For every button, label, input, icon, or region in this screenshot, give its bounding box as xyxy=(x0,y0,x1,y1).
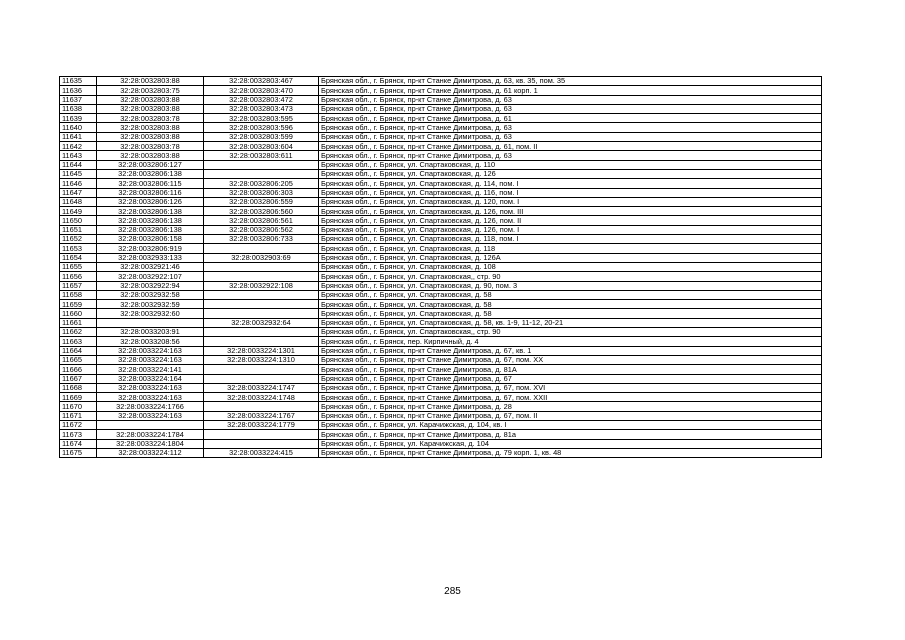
cadastral-number-cell: 32:28:0033203:91 xyxy=(97,328,204,337)
address-cell: Брянская обл., г. Брянск, пр-кт Станке Димитрова, д. 67, пом. XX xyxy=(319,355,822,364)
object-number-cell: 32:28:0032932:64 xyxy=(204,318,319,327)
address-cell: Брянская обл., г. Брянск, ул. Спартаковская, д. 114, пом. I xyxy=(319,179,822,188)
object-number-cell: 32:28:0033224:1301 xyxy=(204,346,319,355)
address-cell: Брянская обл., г. Брянск, пр-кт Станке Димитрова, д. 63 xyxy=(319,132,822,141)
object-number-cell: 32:28:0033224:1779 xyxy=(204,420,319,429)
address-cell: Брянская обл., г. Брянск, ул. Карачижская, д. 104 xyxy=(319,439,822,448)
table-row xyxy=(60,262,822,271)
record-number-cell: 11652 xyxy=(60,235,97,244)
address-cell: Брянская обл., г. Брянск, пр-кт Станке Димитрова, д. 67, пом. XXII xyxy=(319,393,822,402)
object-number-cell: 32:28:0032803:599 xyxy=(204,132,319,141)
record-number-cell: 11669 xyxy=(60,393,97,402)
record-number-cell: 11664 xyxy=(60,346,97,355)
table-row xyxy=(60,244,822,253)
record-number-cell: 11654 xyxy=(60,253,97,262)
cadastral-number-cell: 32:28:0033224:1784 xyxy=(97,430,204,439)
object-number-cell xyxy=(204,439,319,448)
object-number-cell xyxy=(204,160,319,169)
address-cell: Брянская обл., г. Брянск, пр-кт Станке Димитрова, д. 63, кв. 35, пом. 35 xyxy=(319,77,822,86)
cadastral-number-cell: 32:28:0033224:1766 xyxy=(97,402,204,411)
object-number-cell: 32:28:0033224:1767 xyxy=(204,411,319,420)
cadastral-number-cell: 32:28:0032806:138 xyxy=(97,169,204,178)
record-number-cell: 11666 xyxy=(60,365,97,374)
object-number-cell: 32:28:0032803:473 xyxy=(204,104,319,113)
record-number-cell: 11638 xyxy=(60,104,97,113)
record-number-cell: 11658 xyxy=(60,290,97,299)
page-number: 285 xyxy=(444,586,461,597)
address-cell: Брянская обл., г. Брянск, ул. Спартаковская, д. 58 xyxy=(319,309,822,318)
record-number-cell: 11656 xyxy=(60,272,97,281)
record-number-cell: 11660 xyxy=(60,309,97,318)
address-cell: Брянская обл., г. Брянск, пр-кт Станке Димитрова, д. 79 корп. 1, кв. 48 xyxy=(319,448,822,457)
object-number-cell: 32:28:0032806:561 xyxy=(204,216,319,225)
cadastral-number-cell: 32:28:0032803:88 xyxy=(97,77,204,86)
object-number-cell: 32:28:0032803:595 xyxy=(204,114,319,123)
table-row xyxy=(60,365,822,374)
cadastral-number-cell: 32:28:0033224:163 xyxy=(97,383,204,392)
table-row xyxy=(60,420,822,429)
table-row xyxy=(60,132,822,141)
object-number-cell xyxy=(204,309,319,318)
record-number-cell: 11667 xyxy=(60,374,97,383)
address-cell: Брянская обл., г. Брянск, пр-кт Станке Димитрова, д. 81а xyxy=(319,430,822,439)
cadastral-number-cell: 32:28:0033224:163 xyxy=(97,346,204,355)
cadastral-number-cell: 32:28:0032806:127 xyxy=(97,160,204,169)
table-row xyxy=(60,207,822,216)
cadastral-number-cell: 32:28:0032806:138 xyxy=(97,216,204,225)
cadastral-number-cell: 32:28:0033224:112 xyxy=(97,448,204,457)
address-cell: Брянская обл., г. Брянск, пр-кт Станке Димитрова, д. 63 xyxy=(319,104,822,113)
record-number-cell: 11651 xyxy=(60,225,97,234)
address-cell: Брянская обл., г. Брянск, ул. Спартаковская, д. 126А xyxy=(319,253,822,262)
object-number-cell: 32:28:0032803:596 xyxy=(204,123,319,132)
address-cell: Брянская обл., г. Брянск, пр-кт Станке Димитрова, д. 61, пом. II xyxy=(319,142,822,151)
record-number-cell: 11640 xyxy=(60,123,97,132)
cadastral-number-cell: 32:28:0032932:60 xyxy=(97,309,204,318)
address-cell: Брянская обл., г. Брянск, ул. Спартаковская, д. 110 xyxy=(319,160,822,169)
table-row xyxy=(60,402,822,411)
object-number-cell xyxy=(204,365,319,374)
object-number-cell xyxy=(204,374,319,383)
record-number-cell: 11662 xyxy=(60,328,97,337)
record-number-cell: 11672 xyxy=(60,420,97,429)
address-cell: Брянская обл., г. Брянск, пр-кт Станке Димитрова, д. 28 xyxy=(319,402,822,411)
table-row xyxy=(60,383,822,392)
address-cell: Брянская обл., г. Брянск, пр-кт Станке Димитрова, д. 63 xyxy=(319,151,822,160)
table-row xyxy=(60,328,822,337)
object-number-cell xyxy=(204,290,319,299)
object-number-cell: 32:28:0032922:108 xyxy=(204,281,319,290)
table-row xyxy=(60,160,822,169)
record-number-cell: 11674 xyxy=(60,439,97,448)
object-number-cell: 32:28:0032806:303 xyxy=(204,188,319,197)
table-row xyxy=(60,393,822,402)
object-number-cell: 32:28:0032806:560 xyxy=(204,207,319,216)
record-number-cell: 11636 xyxy=(60,86,97,95)
address-cell: Брянская обл., г. Брянск, пр-кт Станке Димитрова, д. 63 xyxy=(319,95,822,104)
cadastral-number-cell: 32:28:0032806:158 xyxy=(97,235,204,244)
record-number-cell: 11673 xyxy=(60,430,97,439)
cadastral-number-cell: 32:28:0032933:133 xyxy=(97,253,204,262)
record-number-cell: 11659 xyxy=(60,300,97,309)
address-cell: Брянская обл., г. Брянск, ул. Спартаковская,, стр. 90 xyxy=(319,272,822,281)
address-cell: Брянская обл., г. Брянск, пр-кт Станке Димитрова, д. 61 xyxy=(319,114,822,123)
table-row xyxy=(60,355,822,364)
object-number-cell: 32:28:0032806:562 xyxy=(204,225,319,234)
object-number-cell: 32:28:0032803:467 xyxy=(204,77,319,86)
cadastral-number-cell: 32:28:0032803:88 xyxy=(97,104,204,113)
table-row xyxy=(60,448,822,457)
cadastral-number-cell: 32:28:0033224:163 xyxy=(97,355,204,364)
cadastral-number-cell: 32:28:0032803:88 xyxy=(97,151,204,160)
object-number-cell: 32:28:0032806:733 xyxy=(204,235,319,244)
records-table xyxy=(59,76,822,458)
table-row xyxy=(60,281,822,290)
object-number-cell: 32:28:0033224:1310 xyxy=(204,355,319,364)
address-cell: Брянская обл., г. Брянск, ул. Спартаковская, д. 126, пом. II xyxy=(319,216,822,225)
record-number-cell: 11643 xyxy=(60,151,97,160)
table-row xyxy=(60,272,822,281)
cadastral-number-cell: 32:28:0032922:107 xyxy=(97,272,204,281)
cadastral-number-cell: 32:28:0033208:56 xyxy=(97,337,204,346)
cadastral-number-cell: 32:28:0032932:58 xyxy=(97,290,204,299)
address-cell: Брянская обл., г. Брянск, ул. Спартаковская, д. 126, пом. I xyxy=(319,225,822,234)
table-row xyxy=(60,197,822,206)
cadastral-number-cell: 32:28:0032803:88 xyxy=(97,123,204,132)
object-number-cell xyxy=(204,402,319,411)
address-cell: Брянская обл., г. Брянск, пр-кт Станке Димитрова, д. 67, пом. XVI xyxy=(319,383,822,392)
cadastral-number-cell: 32:28:0032803:78 xyxy=(97,114,204,123)
object-number-cell xyxy=(204,300,319,309)
table-row xyxy=(60,337,822,346)
record-number-cell: 11657 xyxy=(60,281,97,290)
table-row xyxy=(60,151,822,160)
table-row xyxy=(60,225,822,234)
table-row xyxy=(60,235,822,244)
address-cell: Брянская обл., г. Брянск, ул. Спартаковская, д. 120, пом. I xyxy=(319,197,822,206)
address-cell: Брянская обл., г. Брянск, ул. Спартаковская, д. 126 xyxy=(319,169,822,178)
address-cell: Брянская обл., г. Брянск, пр-кт Станке Димитрова, д. 67 xyxy=(319,374,822,383)
cadastral-number-cell: 32:28:0032806:115 xyxy=(97,179,204,188)
address-cell: Брянская обл., г. Брянск, ул. Спартаковская, д. 58, кв. 1-9, 11-12, 20-21 xyxy=(319,318,822,327)
address-cell: Брянская обл., г. Брянск, пр-кт Станке Димитрова, д. 81А xyxy=(319,365,822,374)
object-number-cell xyxy=(204,244,319,253)
cadastral-number-cell: 32:28:0033224:163 xyxy=(97,411,204,420)
cadastral-number-cell xyxy=(97,420,204,429)
object-number-cell: 32:28:0033224:415 xyxy=(204,448,319,457)
object-number-cell xyxy=(204,272,319,281)
table-row xyxy=(60,216,822,225)
record-number-cell: 11644 xyxy=(60,160,97,169)
table-row xyxy=(60,346,822,355)
object-number-cell: 32:28:0032806:559 xyxy=(204,197,319,206)
table-row xyxy=(60,114,822,123)
table-row xyxy=(60,374,822,383)
address-cell: Брянская обл., г. Брянск, ул. Карачижская, д. 104, кв. I xyxy=(319,420,822,429)
record-number-cell: 11645 xyxy=(60,169,97,178)
cadastral-number-cell: 32:28:0032803:88 xyxy=(97,95,204,104)
cadastral-number-cell: 32:28:0032806:116 xyxy=(97,188,204,197)
address-cell: Брянская обл., г. Брянск, ул. Спартаковская,, стр. 90 xyxy=(319,328,822,337)
record-number-cell: 11648 xyxy=(60,197,97,206)
address-cell: Брянская обл., г. Брянск, пр-кт Станке Димитрова, д. 67, пом. II xyxy=(319,411,822,420)
object-number-cell: 32:28:0032803:611 xyxy=(204,151,319,160)
table-row xyxy=(60,179,822,188)
table-row xyxy=(60,439,822,448)
record-number-cell: 11671 xyxy=(60,411,97,420)
object-number-cell: 32:28:0032903:69 xyxy=(204,253,319,262)
object-number-cell xyxy=(204,337,319,346)
object-number-cell xyxy=(204,169,319,178)
object-number-cell xyxy=(204,430,319,439)
record-number-cell: 11649 xyxy=(60,207,97,216)
object-number-cell: 32:28:0033224:1747 xyxy=(204,383,319,392)
cadastral-number-cell: 32:28:0032806:919 xyxy=(97,244,204,253)
record-number-cell: 11653 xyxy=(60,244,97,253)
record-number-cell: 11639 xyxy=(60,114,97,123)
record-number-cell: 11655 xyxy=(60,262,97,271)
object-number-cell xyxy=(204,262,319,271)
table-row xyxy=(60,142,822,151)
table-row xyxy=(60,290,822,299)
object-number-cell: 32:28:0033224:1748 xyxy=(204,393,319,402)
object-number-cell: 32:28:0032803:472 xyxy=(204,95,319,104)
address-cell: Брянская обл., г. Брянск, ул. Спартаковская, д. 116, пом. I xyxy=(319,188,822,197)
object-number-cell xyxy=(204,328,319,337)
table-row xyxy=(60,309,822,318)
cadastral-number-cell: 32:28:0032921:46 xyxy=(97,262,204,271)
cadastral-number-cell: 32:28:0032932:59 xyxy=(97,300,204,309)
cadastral-number-cell: 32:28:0033224:164 xyxy=(97,374,204,383)
table-row xyxy=(60,300,822,309)
address-cell: Брянская обл., г. Брянск, пр-кт Станке Димитрова, д. 63 xyxy=(319,123,822,132)
address-cell: Брянская обл., г. Брянск, пр-кт Станке Димитрова, д. 61 корп. 1 xyxy=(319,86,822,95)
record-number-cell: 11646 xyxy=(60,179,97,188)
record-number-cell: 11665 xyxy=(60,355,97,364)
object-number-cell: 32:28:0032806:205 xyxy=(204,179,319,188)
table-row xyxy=(60,169,822,178)
object-number-cell: 32:28:0032803:604 xyxy=(204,142,319,151)
record-number-cell: 11668 xyxy=(60,383,97,392)
cadastral-number-cell: 32:28:0033224:141 xyxy=(97,365,204,374)
record-number-cell: 11647 xyxy=(60,188,97,197)
record-number-cell: 11670 xyxy=(60,402,97,411)
record-number-cell: 11642 xyxy=(60,142,97,151)
cadastral-number-cell: 32:28:0033224:1804 xyxy=(97,439,204,448)
address-cell: Брянская обл., г. Брянск, ул. Спартаковская, д. 90, пом. 3 xyxy=(319,281,822,290)
cadastral-number-cell: 32:28:0032922:94 xyxy=(97,281,204,290)
table-row xyxy=(60,86,822,95)
cadastral-number-cell: 32:28:0032806:126 xyxy=(97,197,204,206)
record-number-cell: 11663 xyxy=(60,337,97,346)
address-cell: Брянская обл., г. Брянск, ул. Спартаковская, д. 126, пом. III xyxy=(319,207,822,216)
address-cell: Брянская обл., г. Брянск, ул. Спартаковская, д. 118 xyxy=(319,244,822,253)
record-number-cell: 11641 xyxy=(60,132,97,141)
cadastral-number-cell: 32:28:0032803:88 xyxy=(97,132,204,141)
address-cell: Брянская обл., г. Брянск, пер. Кирпичный, д. 4 xyxy=(319,337,822,346)
records-body xyxy=(60,77,822,458)
table-row xyxy=(60,104,822,113)
address-cell: Брянская обл., г. Брянск, ул. Спартаковская, д. 58 xyxy=(319,290,822,299)
address-cell: Брянская обл., г. Брянск, ул. Спартаковская, д. 58 xyxy=(319,300,822,309)
record-number-cell: 11675 xyxy=(60,448,97,457)
table-row xyxy=(60,188,822,197)
cadastral-number-cell: 32:28:0032806:138 xyxy=(97,207,204,216)
address-cell: Брянская обл., г. Брянск, пр-кт Станке Димитрова, д. 67, кв. 1 xyxy=(319,346,822,355)
table-row xyxy=(60,318,822,327)
record-number-cell: 11637 xyxy=(60,95,97,104)
record-number-cell: 11661 xyxy=(60,318,97,327)
address-cell: Брянская обл., г. Брянск, ул. Спартаковская, д. 108 xyxy=(319,262,822,271)
cadastral-number-cell: 32:28:0033224:163 xyxy=(97,393,204,402)
table-row xyxy=(60,253,822,262)
object-number-cell: 32:28:0032803:470 xyxy=(204,86,319,95)
cadastral-number-cell: 32:28:0032803:75 xyxy=(97,86,204,95)
table-row xyxy=(60,411,822,420)
address-cell: Брянская обл., г. Брянск, ул. Спартаковская, д. 118, пом. I xyxy=(319,235,822,244)
cadastral-number-cell xyxy=(97,318,204,327)
table-row xyxy=(60,77,822,86)
record-number-cell: 11635 xyxy=(60,77,97,86)
cadastral-number-cell: 32:28:0032806:138 xyxy=(97,225,204,234)
record-number-cell: 11650 xyxy=(60,216,97,225)
table-row xyxy=(60,430,822,439)
table-row xyxy=(60,123,822,132)
table-row xyxy=(60,95,822,104)
cadastral-number-cell: 32:28:0032803:78 xyxy=(97,142,204,151)
